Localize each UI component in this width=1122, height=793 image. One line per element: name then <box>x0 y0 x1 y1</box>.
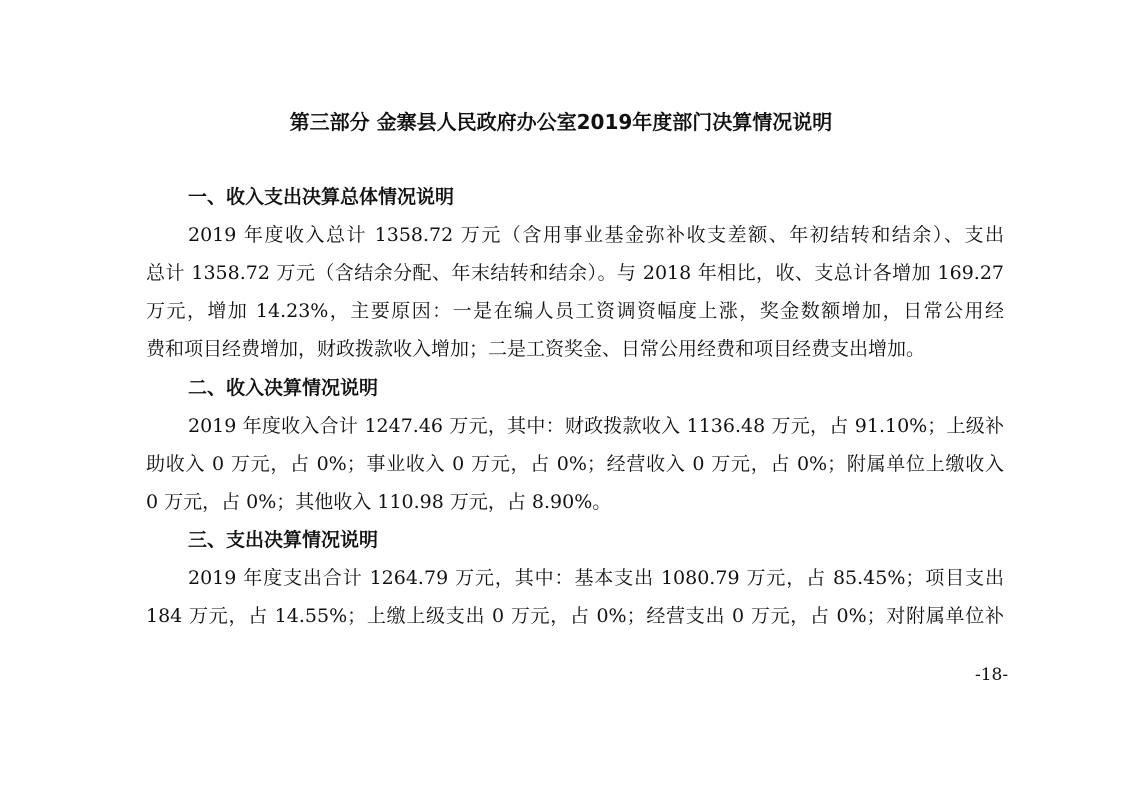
paragraph-line: 万元，增加 14.23%，主要原因：一是在编人员工资调资幅度上涨，奖金数额增加，日常公用经 <box>146 300 1004 322</box>
paragraph-line: 2019 年度收入总计 1358.72 万元（含用事业基金弥补收支差额、年初结转和结余）、支出 <box>188 224 1004 246</box>
section-heading-income: 二、收入决算情况说明 <box>188 377 379 399</box>
paragraph-line: 助收入 0 万元，占 0%；事业收入 0 万元，占 0%；经营收入 0 万元，占 0%；附属单位上缴收入 <box>146 453 1004 475</box>
paragraph-line: 总计 1358.72 万元（含结余分配、年末结转和结余）。与 2018 年相比，收、支总计各增加 169.27 <box>146 262 1004 284</box>
paragraph-line: 2019 年度支出合计 1264.79 万元，其中：基本支出 1080.79 万元，占 85.45%；项目支出 <box>188 567 1004 589</box>
page-title: 第三部分 金寨县人民政府办公室2019年度部门决算情况说明 <box>289 110 833 134</box>
paragraph-line: 2019 年度收入合计 1247.46 万元，其中：财政拨款收入 1136.48 万元，占 91.10%；上级补 <box>188 415 1004 437</box>
paragraph-line: 0 万元，占 0%；其他收入 110.98 万元，占 8.90%。 <box>146 491 612 513</box>
page-number: -18- <box>975 665 1009 685</box>
section-heading-expenditure: 三、支出决算情况说明 <box>188 529 379 551</box>
paragraph-line: 184 万元，占 14.55%；上缴上级支出 0 万元，占 0%；经营支出 0 万元，占 0%；对附属单位补 <box>146 605 1004 627</box>
section-heading-overall: 一、收入支出决算总体情况说明 <box>188 186 455 208</box>
paragraph-line: 费和项目经费增加，财政拨款收入增加；二是工资奖金、日常公用经费和项目经费支出增加。 <box>146 338 926 360</box>
